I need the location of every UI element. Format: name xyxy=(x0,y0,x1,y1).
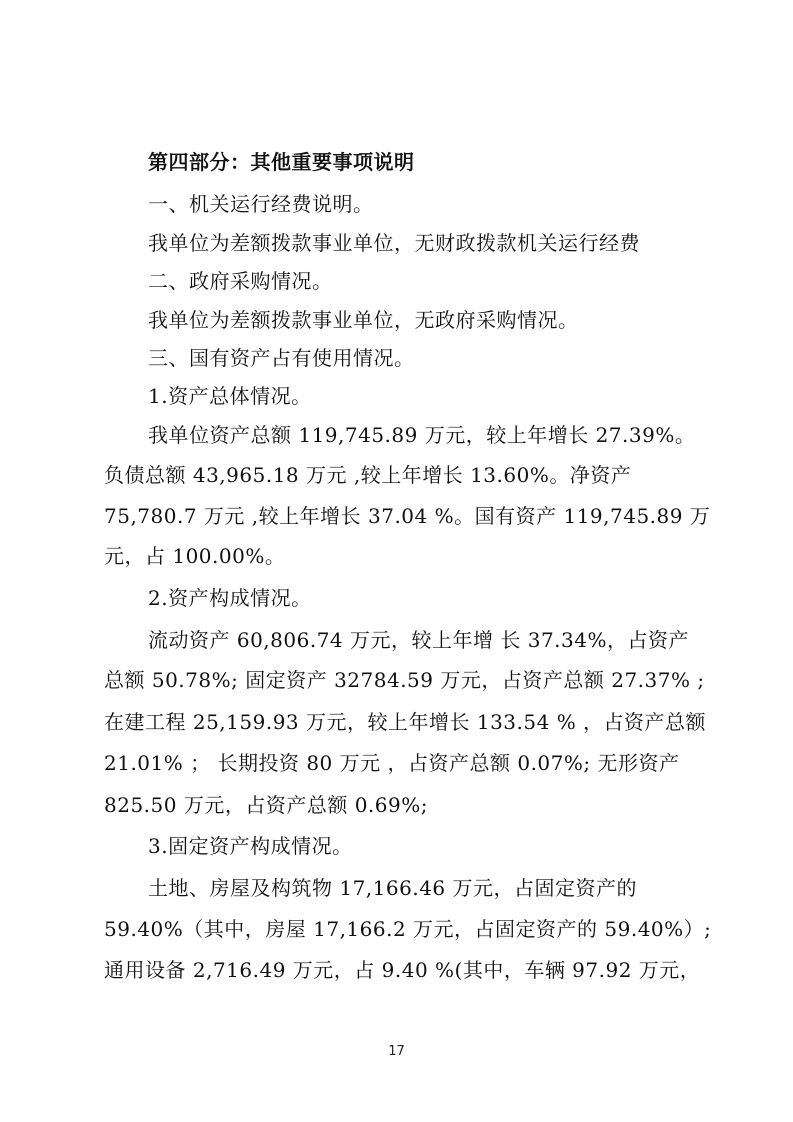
paragraph-line: 75,780.7 万元 ,较上年增长 37.04 %。国有资产 119,745.89 万 xyxy=(104,504,711,528)
paragraph-line: 在建工程 25,159.93 万元，较上年增长 133.54 % ，占资产总额 xyxy=(104,710,707,734)
paragraph-line: 我单位资产总额 119,745.89 万元，较上年增长 27.39%。 xyxy=(148,423,696,447)
paragraph-line: 三、国有资产占有使用情况。 xyxy=(148,346,415,370)
paragraph-line: 总额 50.78%; 固定资产 32784.59 万元，占资产总额 27.37% ; xyxy=(104,668,705,692)
paragraph-line: 负债总额 43,965.18 万元 ,较上年增长 13.60%。净资产 xyxy=(104,463,632,487)
paragraph-line: 1.资产总体情况。 xyxy=(148,384,312,408)
paragraph-line: 21.01% ； 长期投资 80 万元 ，占资产总额 0.07%; 无形资产 xyxy=(104,751,680,775)
paragraph-line: 3.固定资产构成情况。 xyxy=(148,834,353,858)
paragraph-line: 59.40%（其中，房屋 17,166.2 万元，占固定资产的 59.40%）; xyxy=(104,917,712,941)
paragraph-line: 通用设备 2,716.49 万元，占 9.40 %(其中，车辆 97.92 万元， xyxy=(104,958,701,982)
paragraph-line: 土地、房屋及构筑物 17,166.46 万元，占固定资产的 xyxy=(148,876,638,900)
page-number: 17 xyxy=(388,1044,405,1059)
paragraph-line: 我单位为差额拨款事业单位，无财政拨款机关运行经费 xyxy=(148,231,640,255)
paragraph-line: 825.50 万元，占资产总额 0.69%; xyxy=(104,793,428,817)
paragraph-line: 元，占 100.00%。 xyxy=(104,544,286,568)
paragraph-line: 2.资产构成情况。 xyxy=(148,586,312,610)
paragraph-line: 流动资产 60,806.74 万元，较上年增 长 37.34%，占资产 xyxy=(148,628,689,652)
paragraph-line: 一、机关运行经费说明。 xyxy=(148,192,374,216)
section-title: 第四部分：其他重要事项说明 xyxy=(148,150,415,174)
paragraph-line: 我单位为差额拨款事业单位，无政府采购情况。 xyxy=(148,308,579,332)
paragraph-line: 二、政府采购情况。 xyxy=(148,269,333,293)
